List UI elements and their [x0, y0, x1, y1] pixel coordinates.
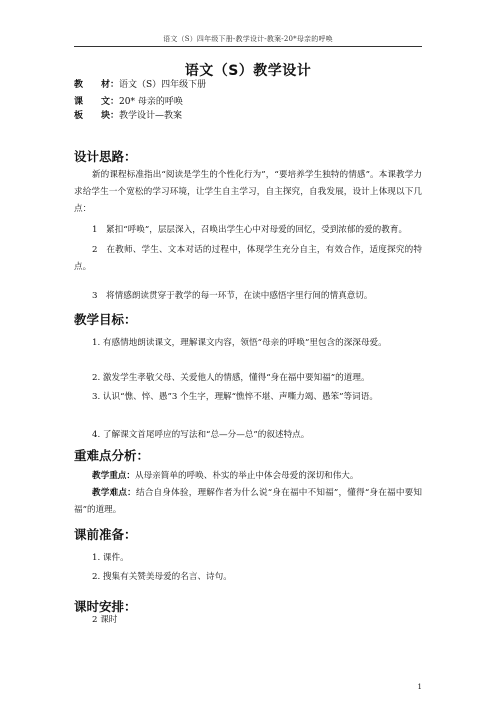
design-point-3: 3 将情感朗读贯穿于教学的每一环节，在读中感悟字里行间的情真意切。	[92, 291, 373, 301]
key-text: 从母亲简单的呼唤、朴实的举止中体会母爱的深切和伟大。	[134, 471, 359, 481]
section-heading-keypoints: 重难点分析：	[74, 448, 150, 463]
section-heading-goals: 教学目标：	[74, 312, 137, 327]
page-header: 语文（S）四年级下册-教学设计-教案-20*母亲的呼唤	[163, 35, 333, 43]
design-point-1: 1 紧扣“呼唤”，层层深入，召唤出学生心中对母爱的回忆，受到浓郁的爱的教育。	[92, 225, 408, 235]
meta-row-section	[74, 110, 182, 122]
goal-item-4: 4. 了解课文首尾呼应的写法和“总—分—总”的叙述特点。	[92, 430, 310, 440]
meta-value: 20* 母亲的呼唤	[119, 97, 183, 107]
difficult-point	[74, 485, 422, 519]
prep-item-1: 1. 课件。	[92, 553, 129, 563]
document-title: 语文（S）教学设计	[184, 63, 312, 79]
design-point-2: 2 在教师、学生、文本对话的过程中，体现学生充分自主，有效合作，适度探究的特点。	[74, 245, 422, 272]
meta-row-lesson	[74, 96, 183, 108]
header-rule	[74, 46, 422, 47]
meta-label: 课 文：	[74, 97, 120, 107]
section-heading-schedule: 课时安排：	[74, 599, 137, 614]
difficult-label: 教学难点：	[92, 488, 136, 498]
prep-item-2: 2. 搜集有关赞美母爱的名言、诗句。	[92, 572, 232, 582]
meta-row-textbook	[74, 79, 206, 91]
meta-label: 板 块：	[74, 111, 120, 121]
design-intro: 新的课程标准指出“阅读是学生的个性化行为”，“要培养学生独特的情感”。本课教学力求给学生一个宽松的学习环境，让学生自主学习，自主探究，自我发展，设计上体现以下几点：	[74, 170, 422, 214]
goal-item-2: 2. 激发学生孝敬父母、关爱他人的情感，懂得“身在福中要知福”的道理。	[92, 373, 370, 383]
meta-label: 教 材：	[74, 80, 120, 90]
difficult-text: 结合自身体验，理解作者为什么说“身在福中不知福”，懂得“身在福中要知福”的道理。	[74, 488, 422, 515]
key-label: 教学重点：	[92, 471, 135, 481]
page-number: 1	[417, 683, 422, 691]
goal-item-3: 3. 认识“憔、悴、愚”3 个生字，理解“憔悴不堪、声嘶力竭、愚笨”等词语。	[92, 392, 378, 402]
meta-value: 语文（S）四年级下册	[119, 80, 207, 90]
goal-item-1: 1. 有感情地朗读课文，理解课文内容，领悟“母亲的呼唤”里包含的深深母爱。	[92, 338, 387, 348]
section-heading-design: 设计思路：	[74, 149, 137, 164]
meta-value: 教学设计—教案	[119, 111, 183, 121]
key-point	[74, 468, 422, 485]
section-heading-prep: 课前准备：	[74, 527, 137, 542]
schedule-value: 2 课时	[92, 615, 118, 625]
